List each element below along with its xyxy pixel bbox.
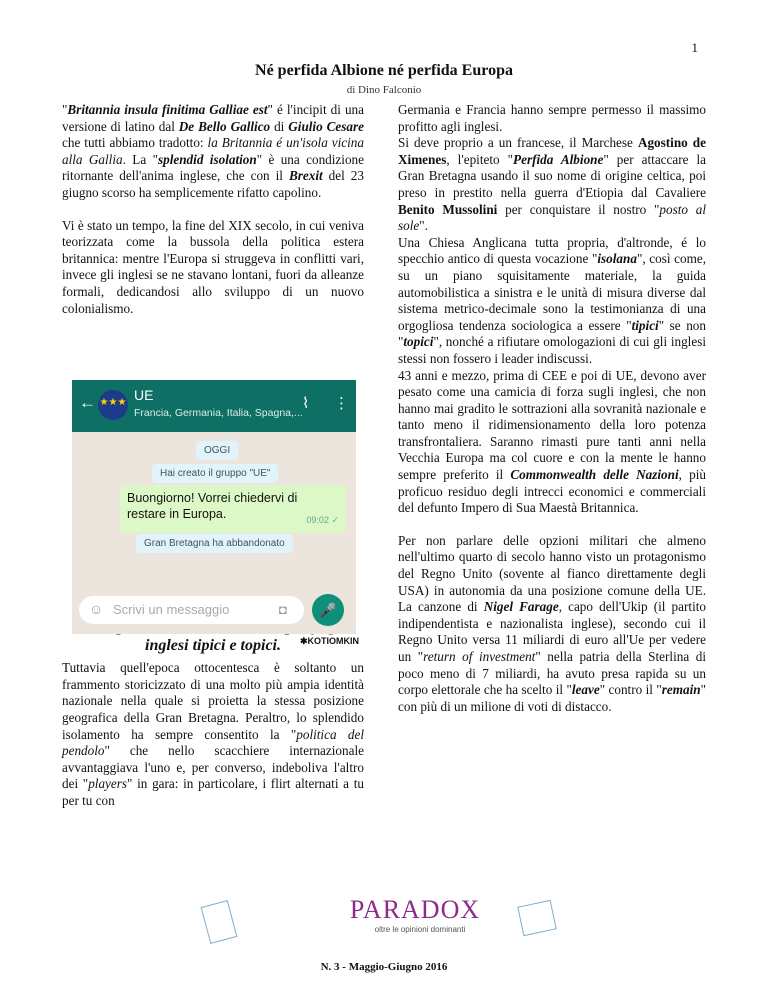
- logo-tagline: oltre le opinioni dominanti: [374, 925, 466, 934]
- article-title: Né perfida Albione né perfida Europa: [255, 62, 513, 79]
- subheading: inglesi tipici e topici.: [145, 637, 281, 655]
- date-pill: OGGI: [196, 441, 238, 460]
- paperclip-icon: ⌇: [302, 395, 310, 412]
- right-column: [398, 102, 706, 715]
- issue-label: N. 3 - Maggio-Giugno 2016: [320, 961, 448, 973]
- message-time: 09:02 ✓: [306, 515, 339, 525]
- eu-flag-avatar: ★★★: [98, 390, 128, 420]
- system-pill: Hai creato il gruppo "UE": [152, 464, 278, 483]
- byline: di Dino Falconio: [346, 84, 422, 96]
- footer: [0, 895, 768, 955]
- paragraph: Tuttavia quell'epoca ottocentesca è soltanto un frammento storicizzato di una molto più ampia identità nazionale nella quale si proietta la stessa posizione geografica della Gran Bretagna. Peraltro, lo splendido isolamento ha sempre consentito la "politica del pendolo" che nello scacchiere internazionale avvantaggiava l'uno e, per converso, indeboliva l'altro dei "players" in gara: in particolare, i flirt alternati a tu per tu con: [62, 660, 364, 808]
- message-input: [79, 596, 304, 624]
- chat-message: [120, 485, 346, 533]
- chat-members: Francia, Germania, Italia, Spagna,...: [134, 407, 303, 419]
- message-placeholder: Scrivi un messaggio: [113, 602, 230, 617]
- paragraph: Germania e Francia hanno sempre permesso il massimo profitto agli inglesi. Si deve proprio a un francese, il Marchese Agostino de Ximenes, l'epiteto "Perfida Albione" per attaccare la Gran Bretagna usando il suo nome di origine celtica, poi preso in prestito nella guerra d'Etiopia dal Cavaliere Benito Mussolini per conquistare il nostro "posto al sole". Una Chiesa Anglicana tutta propria, d'altronde, é lo specchio antico di questa vocazione "isolana", così come, su un piano squisitamente materiale, la guida automobilistica a sinistra e le unità di misura diverse dal sistema metrico-decimale sono la testimonianza di una orgogliosa tendenza sociologica a essere "tipici" se non "topici", nonché a rifiutare omologazioni di cui gli inglesi stessi non fossero i leader indiscussi. 43 anni e mezzo, prima di CEE e poi di UE, devono aver pesato come una camicia di forza sugli inglesi, che non hanno mai gradito le sottrazioni alla sovranità nazionale e tanto meno il ridimensionamento della loro potenza transfrontaliera. Saranno rimasti pure tanti anni nella Vecchia Europa ma col cuore e con la mente le hanno sempre preferito il Commonwealth delle Nazioni, più proficuo residuo degli intrecci economici e commerciali del defunto Impero di Sua Maestà Britannica.: [398, 102, 707, 516]
- paradox-logo: PARADOX: [349, 895, 481, 924]
- message-text: Buongiorno! Vorrei chiedervi di restare in Europa.: [127, 491, 298, 521]
- arrow-left-icon: ←: [79, 393, 96, 412]
- decorative-card-icon: [517, 900, 556, 936]
- emoji-icon: ☺: [89, 601, 104, 617]
- paragraph: Per non parlare delle opzioni militari che almeno nell'ultimo quarto di secolo hanno visto un protagonismo del Regno Unito (sovente al fianco direttamente degli USA) in autonomia da una posizione comune della UE. La canzone di Nigel Farage, capo dell'Ukip (il partito indipendentista e nazionalista inglese), secondo cui il Regno Unito versa 11 miliardi di euro all'Ue per vedere un "return of investment" nella patria della Sterlina di poco meno di 7 miliardi, ha avuto presa rapida su un corpo elettorale che ha scelto il "leave" contro il "remain" con più di un milione di voti di distacco.: [398, 532, 706, 714]
- paragraph: "Britannia insula finitima Galliae est" é l'incipit di una versione di latino dal De Bello Gallico di Giulio Cesare che tutti abbiamo tradotto: la Britannia é un'isola vicina alla Gallia. La "splendid isolation" è una condizione ritornante dell'anima inglese, che con il Brexit del 23 giugno scorso ha semplicemente rifatto capolino.: [62, 102, 364, 200]
- microphone-icon: 🎤: [312, 594, 344, 626]
- image-credit: ✱KOTIOMKIN: [300, 636, 360, 646]
- camera-icon: ◘: [279, 602, 287, 617]
- chat-header: [72, 380, 356, 432]
- decorative-page-icon: [201, 900, 238, 944]
- chat-group-name: UE: [134, 387, 154, 403]
- chat-screenshot: [72, 380, 356, 634]
- more-vertical-icon: ⋮: [334, 395, 349, 412]
- system-pill: Gran Bretagna ha abbandonato: [136, 534, 293, 553]
- paragraph: Vi è stato un tempo, la fine del XIX secolo, in cui veniva teorizzata come la bussola della politica estera britannica: mentre l'Europa si struggeva in conflitti vari, invece gli inglesi se ne stavano lontani, fuori da alleanze formali, dedicandosi allo sviluppo di un nuovo colonialismo.: [62, 217, 364, 316]
- page-number: 1: [691, 40, 698, 55]
